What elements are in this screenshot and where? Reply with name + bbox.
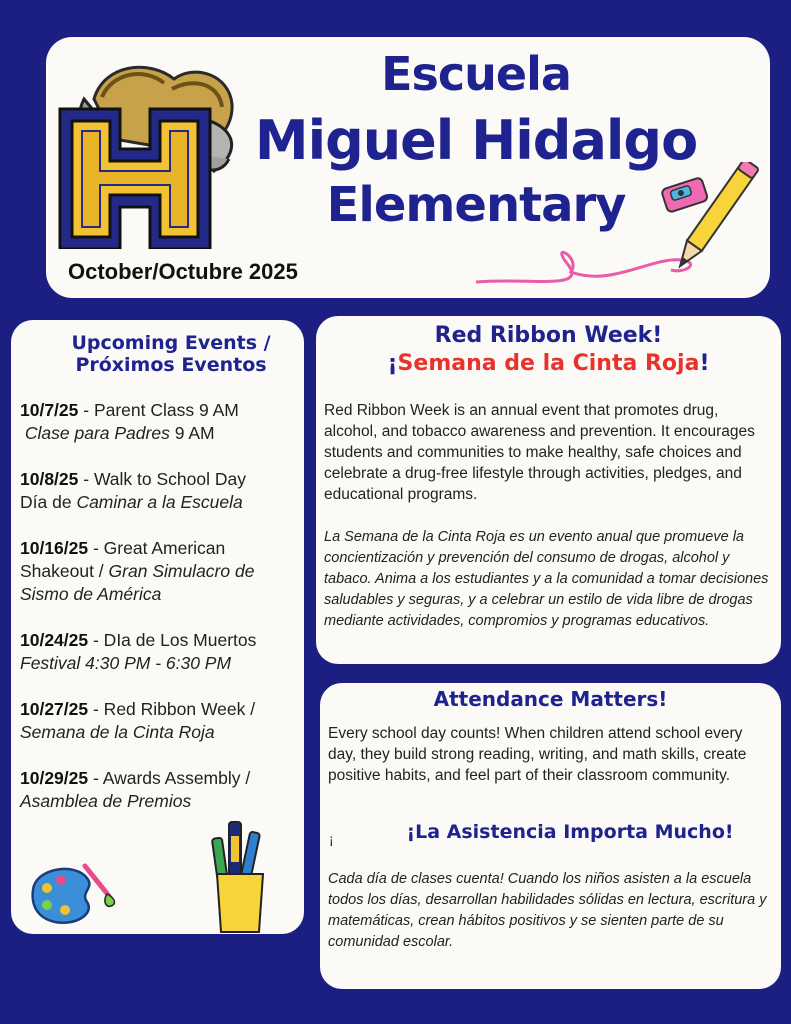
title-line-1: Escuela <box>381 47 571 101</box>
event-text-es: Gran Simulacro de Sismo de América <box>20 561 255 604</box>
attendance-title-en: Attendance Matters! <box>433 687 668 711</box>
event-text: - Great American Shakeout / <box>20 538 226 581</box>
event-item <box>20 468 302 514</box>
event-text-es: Clase para Padres <box>24 423 170 443</box>
attendance-card <box>320 683 781 989</box>
event-item <box>20 399 302 445</box>
pencil-eraser-icon <box>471 162 771 302</box>
pencil-cup-icon <box>211 818 271 934</box>
ribbon-title <box>316 322 781 378</box>
event-date: 10/16/25 <box>20 538 89 558</box>
ribbon-title-en: Red Ribbon Week! <box>434 323 663 348</box>
attendance-body-en: Every school day counts! When children attend school every day, they build strong reading, writing, and math skills, create positive habits, and feel part of their classroom community. <box>328 725 747 784</box>
ribbon-title-es-close: ! <box>699 351 710 376</box>
upcoming-events-card <box>11 320 304 934</box>
event-date: 10/24/25 <box>20 630 89 650</box>
attendance-body-es: Cada día de clases cuenta! Cuando los niños asisten a la escuela todos los días, desarrollan habilidades sólidas en lectura, escritura y matemáticas, crean hábitos positivos y se sienten parte de su comunidad escolar. <box>328 871 767 950</box>
event-text-es: Asamblea de Premios <box>20 791 192 811</box>
ribbon-title-es-line <box>316 350 781 378</box>
events-title <box>51 332 291 376</box>
event-item <box>20 698 302 744</box>
events-title-en: Upcoming Events / <box>71 332 271 354</box>
event-text-es: Semana de la Cinta Roja <box>20 722 215 742</box>
event-date: 10/7/25 <box>20 400 79 420</box>
event-text-es-pre: Día de <box>20 492 77 512</box>
red-ribbon-card <box>316 316 781 664</box>
newsletter-date: October/Octubre 2025 <box>68 259 298 284</box>
event-text: - Awards Assembly / <box>88 768 251 788</box>
event-text: - Parent Class 9 AM <box>78 400 239 420</box>
ribbon-title-es: Semana de la Cinta Roja <box>397 351 700 376</box>
title-line-3: Elementary <box>326 177 626 233</box>
events-title-es: Próximos Eventos <box>75 354 267 376</box>
events-list <box>20 399 302 836</box>
event-text: - Walk to School Day <box>78 469 246 489</box>
event-date: 10/29/25 <box>20 768 89 788</box>
event-text-es-rest: 9 AM <box>169 423 215 443</box>
event-text: - Red Ribbon Week / <box>88 699 256 719</box>
ribbon-body-es: La Semana de la Cinta Roja es un evento anual que promueve la concientización y prevención del consumo de drogas, alcohol y tabaco. Anima a los estudiantes y a la comunidad a tomar decisiones saludables y seguras, y a celebrar un estilo de vida libre de drogas mediante actividades, compromios y programas educativos. <box>324 529 769 629</box>
event-item <box>20 537 302 606</box>
attendance-title-es: ¡La Asistencia Importa Mucho! <box>406 821 734 843</box>
ribbon-title-es-open: ¡ <box>387 351 398 376</box>
event-item <box>20 767 302 813</box>
event-text-es: Caminar a la Escuela <box>76 492 243 512</box>
event-date: 10/8/25 <box>20 469 79 489</box>
title-line-2: Miguel Hidalgo <box>254 109 698 172</box>
ribbon-body-en: Red Ribbon Week is an annual event that promotes drug, alcohol, and tobacco awareness and prevention. It encourages students and communities to make healthy, safe choices and celebrate a drug-free lifestyle through activities, pledges, and educational programs. <box>324 402 755 503</box>
event-item <box>20 629 302 675</box>
event-date: 10/27/25 <box>20 699 89 719</box>
header-card <box>46 37 770 298</box>
event-text-es: Festival 4:30 PM - 6:30 PM <box>20 653 232 673</box>
paint-palette-icon <box>25 860 120 930</box>
event-text: - DIa de Los Muertos <box>88 630 257 650</box>
stray-exclamation: ¡ <box>329 831 334 847</box>
